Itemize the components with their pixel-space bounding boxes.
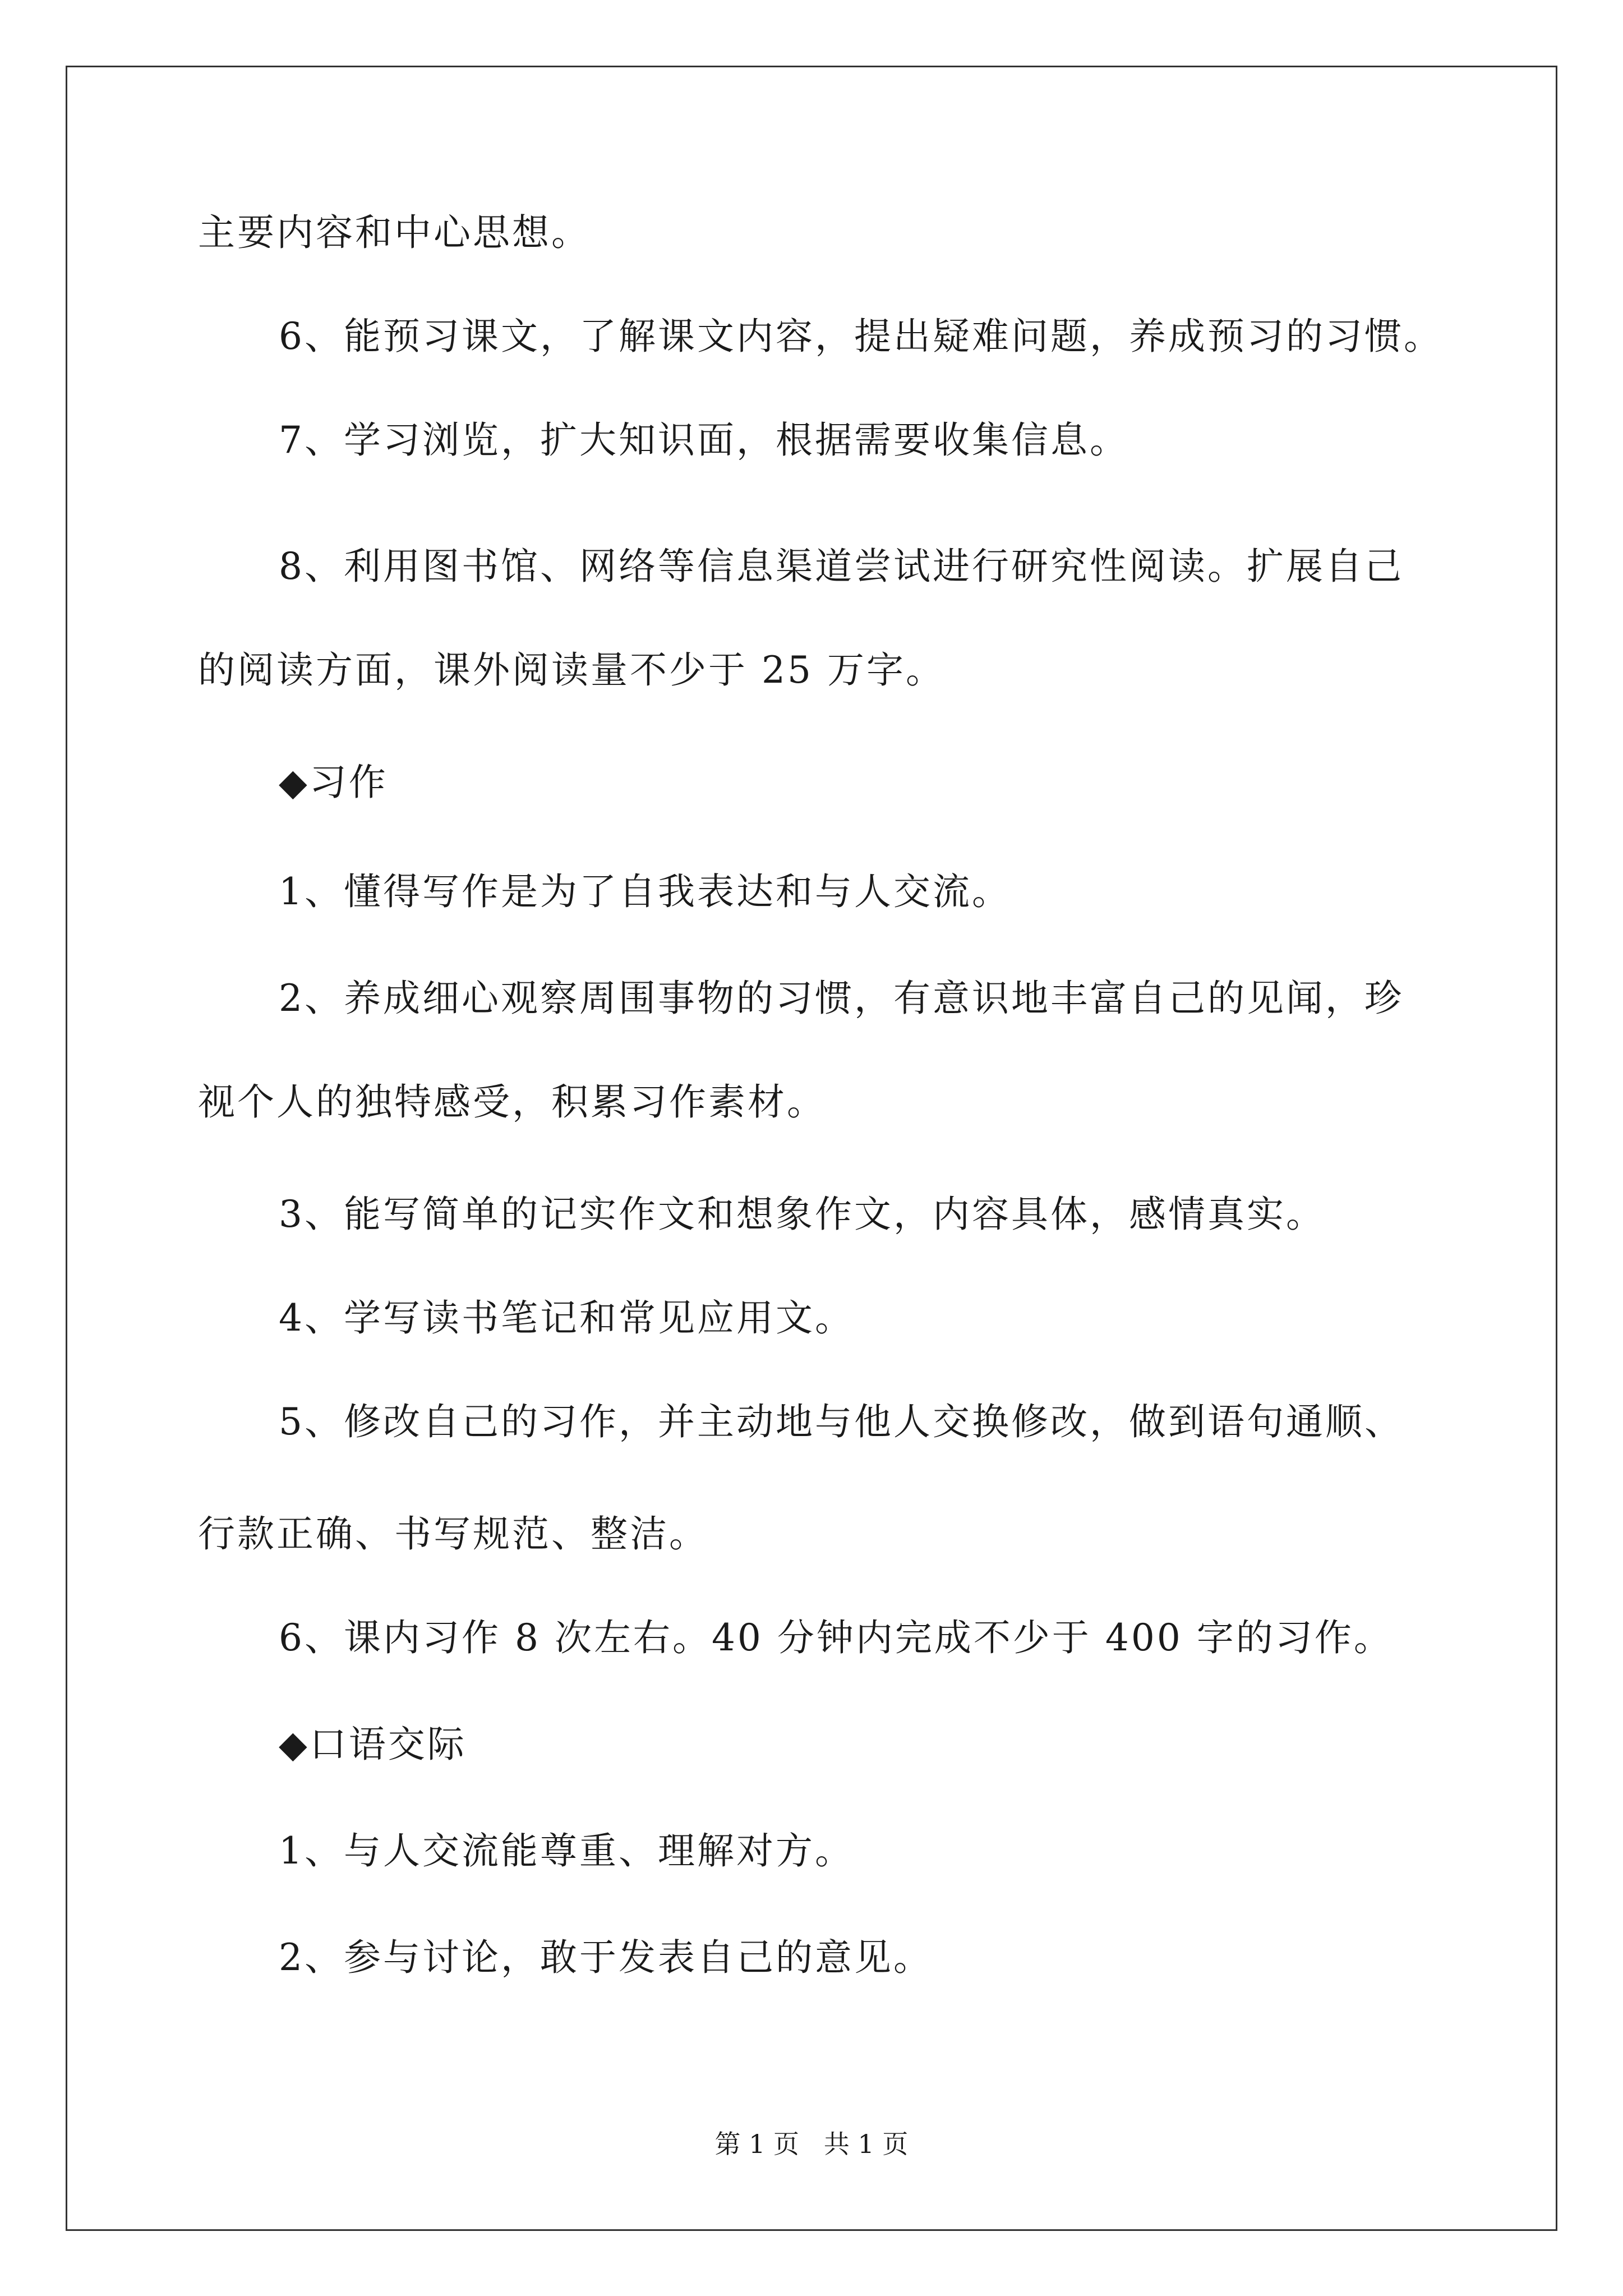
- paragraph-line: 视个人的独特感受，积累习作素材。: [198, 1080, 826, 1124]
- paragraph-line: 1、与人交流能尊重、理解对方。: [279, 1829, 854, 1872]
- paragraph-line: 7、学习浏览，扩大知识面，根据需要收集信息。: [279, 418, 1129, 462]
- section-heading-oral-communication: ◆口语交际: [279, 1723, 467, 1766]
- paragraph-line: 2、参与讨论，敢于发表自己的意见。: [279, 1936, 933, 1979]
- paragraph-line: 1、懂得写作是为了自我表达和与人交流。: [279, 870, 1011, 913]
- paragraph-line: 主要内容和中心思想。: [198, 211, 591, 254]
- paragraph-line: 6、能预习课文，了解课文内容，提出疑难问题，养成预习的习惯。: [279, 315, 1443, 358]
- page-border: [66, 66, 1557, 2231]
- paragraph-line: 2、养成细心观察周围事物的习惯，有意识地丰富自己的见闻，珍: [279, 977, 1404, 1020]
- paragraph-line: 6、课内习作 8 次左右。40 分钟内完成不少于 400 字的习作。: [279, 1616, 1393, 1659]
- paragraph-line: 3、能写简单的记实作文和想象作文，内容具体，感情真实。: [279, 1193, 1325, 1236]
- paragraph-line: 的阅读方面，课外阅读量不少于 25 万字。: [198, 648, 945, 692]
- section-heading-writing: ◆习作: [279, 761, 388, 804]
- paragraph-line: 8、利用图书馆、网络等信息渠道尝试进行研究性阅读。扩展自己: [279, 545, 1404, 588]
- paragraph-line: 4、学写读书笔记和常见应用文。: [279, 1296, 854, 1340]
- paragraph-line: 5、修改自己的习作，并主动地与他人交换修改，做到语句通顺、: [279, 1400, 1404, 1443]
- page-number-footer: 第 1 页 共 1 页: [714, 2129, 909, 2159]
- paragraph-line: 行款正确、书写规范、整洁。: [198, 1512, 708, 1556]
